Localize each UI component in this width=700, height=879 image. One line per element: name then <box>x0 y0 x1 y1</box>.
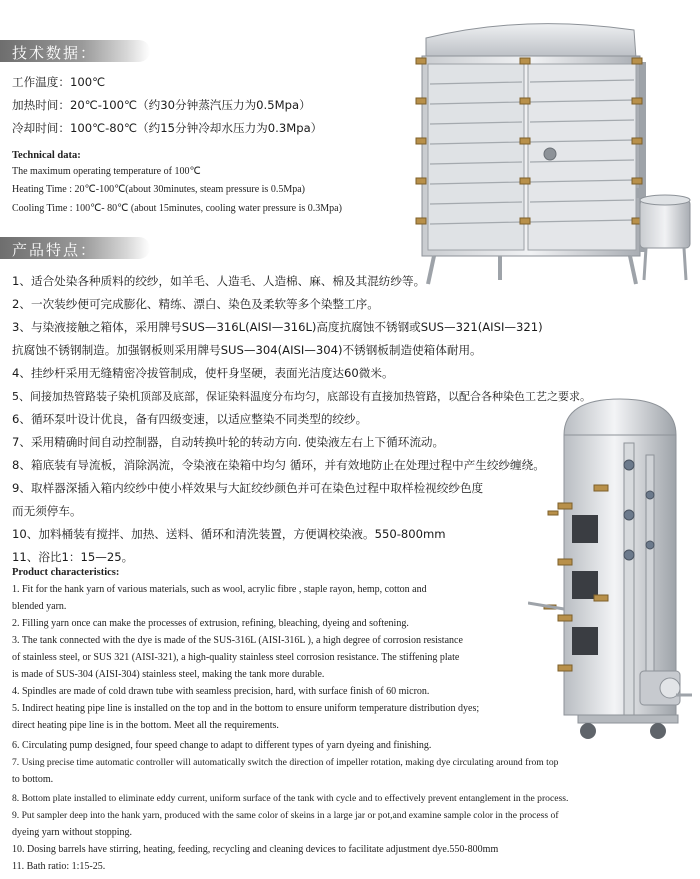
feature-zh-line: 4、挂纱杆采用无缝精密冷拔管制成，使杆身坚硬，表面光洁度达60微米。 <box>12 366 394 380</box>
feature-zh-line: 抗腐蚀不锈钢制造。加强钢板则采用牌号SUS—304(AISI—304)不锈钢板制造使箱体耐用。 <box>12 343 482 357</box>
feature-en-line: dyeing yarn without stopping. <box>12 827 132 838</box>
feature-en-line: 9. Put sampler deep into the hank yarn, produced with the same color of skeins in a large jar or pot,and examine sample color in the process of <box>12 810 559 821</box>
features-heading: 产品特点： <box>12 241 98 259</box>
feature-en-line: 4. Spindles are made of cold drawn tube with seamless precision, hard, with surface finish of 60 micron. <box>12 686 430 697</box>
feature-zh-line: 10、加料桶装有搅拌、加热、送料、循环和清洗装置，方便调校染液。550-800mm <box>12 527 446 541</box>
tech-en-line: Heating Time : 20℃-100℃(about 30minutes, steam pressure is 0.5Mpa) <box>12 184 305 195</box>
feature-en-line: 10. Dosing barrels have stirring, heating, feeding, recycling and cleaning devices to facilitate adjustment dye.550-800mm <box>12 844 499 855</box>
feature-en-line: blended yarn. <box>12 601 67 612</box>
tech-en-line: Cooling Time : 100℃- 80℃ (about 15minutes, cooling water pressure is 0.3Mpa) <box>12 203 342 214</box>
feature-en-line: 1. Fit for the hank yarn of various materials, such as wool, acrylic fibre , staple rayon, hemp, cotton and <box>12 584 427 595</box>
tech-zh-line: 冷却时间：100℃-80℃（约15分钟冷却水压力为0.3Mpa） <box>12 121 323 135</box>
feature-zh-line: 2、一次装纱便可完成膨化、精练、漂白、染色及柔软等多个染整工序。 <box>12 297 379 311</box>
feature-zh-line: 1、适合处染各种质料的绞纱，如羊毛、人造毛、人造棉、麻、棉及其混纺纱等。 <box>12 274 426 288</box>
features-en-title: Product characteristics: <box>12 567 120 578</box>
feature-zh-line: 6、循环泵叶设计优良，备有四级变速，以适应整染不同类型的绞纱。 <box>12 412 368 426</box>
vertical-dyeing-machine-image <box>528 395 696 750</box>
feature-en-line: 8. Bottom plate installed to eliminate eddy current, uniform surface of the tank with cycle and to effectively prevent entanglement in the process. <box>12 793 569 804</box>
feature-zh-line: 8、箱底装有导流板，消除涡流，令染液在染箱中均匀 循环，并有效地防止在处理过程中产生绞纱缠绕。 <box>12 458 545 472</box>
tech-zh-line: 加热时间：20℃-100℃（约30分钟蒸汽压力为0.5Mpa） <box>12 98 311 112</box>
tech-data-banner <box>0 40 150 62</box>
feature-zh-line: 7、采用精确时间自动控制器，自动转换叶轮的转动方向. 使染液左右上下循环流动。 <box>12 435 445 449</box>
feature-en-line: 5. Indirect heating pipe line is installed on the top and in the bottom to ensure uniform temperature distribution dyes; <box>12 703 480 714</box>
tech-zh-line: 工作温度：100℃ <box>12 75 106 89</box>
feature-zh-line: 而无须停车。 <box>12 504 82 518</box>
feature-en-line: to bottom. <box>12 774 54 785</box>
feature-en-line: 6. Circulating pump designed, four speed change to adapt to different types of yarn dyeing and finishing. <box>12 740 432 751</box>
feature-en-line: direct heating pipe line is in the bottom. Meet all the requirements. <box>12 720 279 731</box>
feature-zh-line: 9、取样器深插入箱内绞纱中使小样效果与大缸绞纱颜色并可在染色过程中取样检视绞纱色度 <box>12 481 484 495</box>
feature-en-line: is made of SUS-304 (AISI-304) stainless steel, making the tank more durable. <box>12 669 325 680</box>
feature-zh-line: 11、浴比1：15—25。 <box>12 550 134 564</box>
feature-en-line: of stainless steel, or SUS 321 (AISI-321), a high-quality stainless steel corrosion resistance. The stiffening plate <box>12 652 460 663</box>
tech-en-line: The maximum operating temperature of 100℃ <box>12 166 201 177</box>
yarn-dyeing-machine-image <box>404 18 696 288</box>
feature-zh-line: 5、间接加热管路装子染机顶部及底部，保证染料温度分布均匀，底部设有直接加热管路，以配合各种染色工艺之要求。 <box>12 390 591 403</box>
feature-en-line: 11. Bath ratio: 1:15-25. <box>12 861 106 872</box>
tech-data-heading: 技术数据： <box>12 44 98 62</box>
feature-en-line: 3. The tank connected with the dye is made of the SUS-316L (AISI-316L ), a high degree of corrosion resistance <box>12 635 463 646</box>
feature-zh-line: 3、与染液接触之箱体，采用牌号SUS—316L(AISI—316L)高度抗腐蚀不锈钢或SUS—321(AISI—321) <box>12 320 543 334</box>
feature-en-line: 2. Filling yarn once can make the processes of extrusion, refining, bleaching, dyeing and softening. <box>12 618 409 629</box>
tech-en-title: Technical data: <box>12 150 81 161</box>
features-banner <box>0 237 150 259</box>
feature-en-line: 7. Using precise time automatic controller will automatically switch the direction of impeller rotation, making dye circulating around from top <box>12 757 559 768</box>
